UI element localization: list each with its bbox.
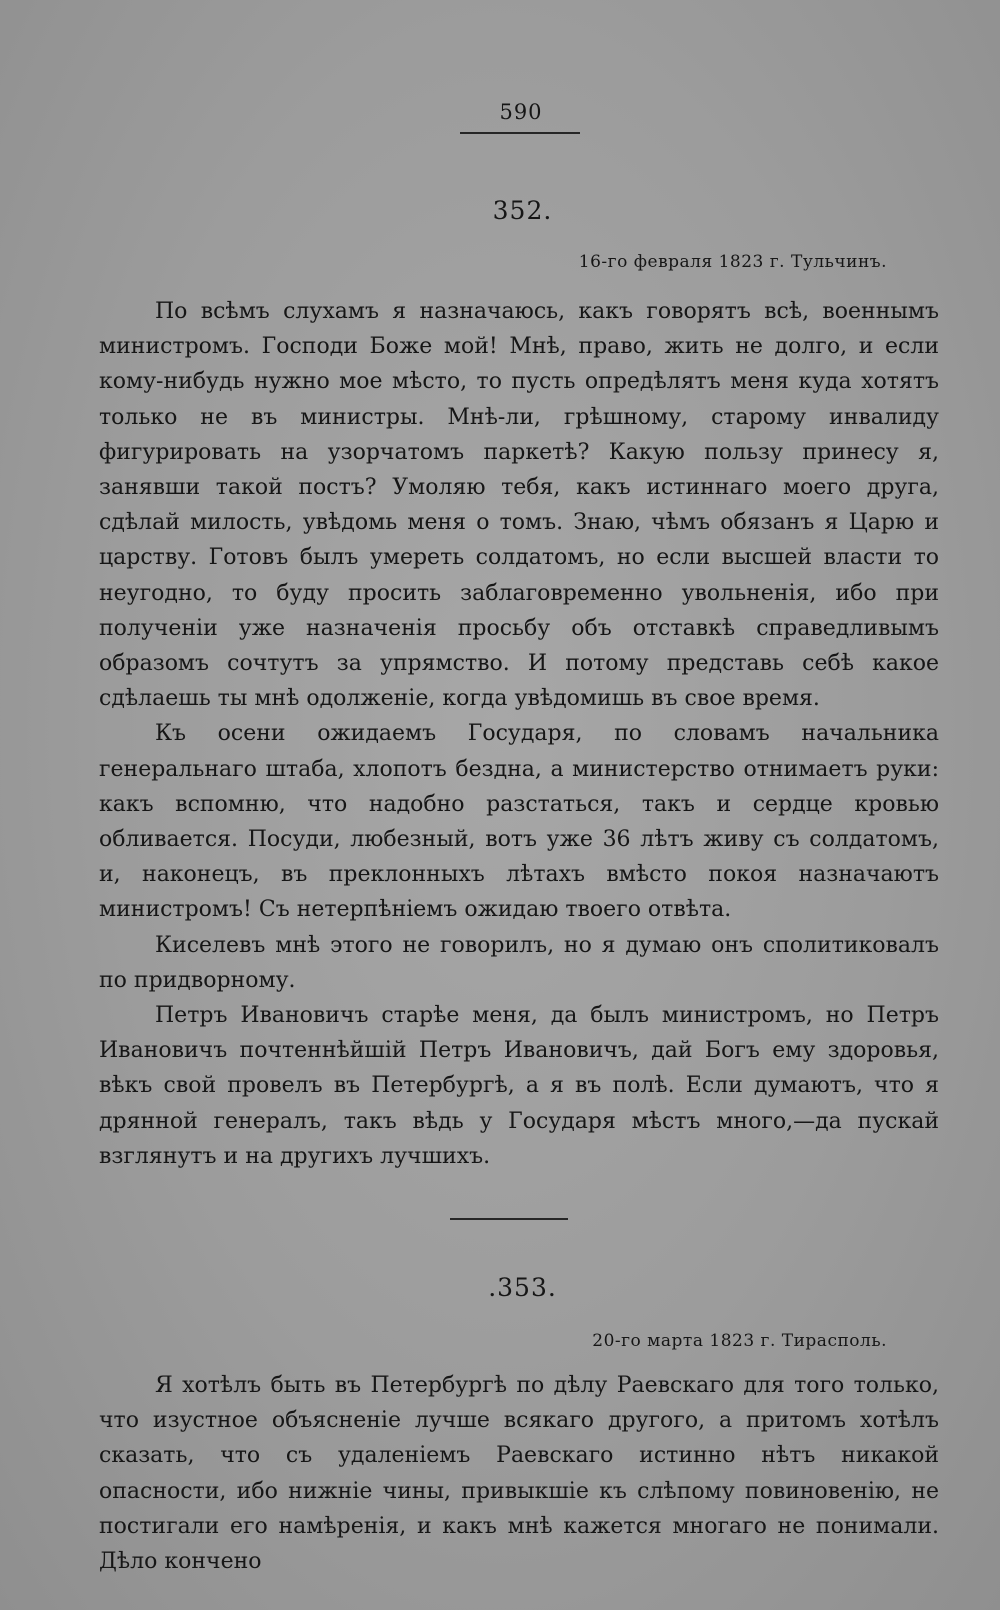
letter-body xyxy=(99,294,939,1174)
letter-number: .353. xyxy=(488,1273,557,1302)
letter-dateline: 20-го марта 1823 г. Тирасполь. xyxy=(592,1331,887,1351)
header-rule xyxy=(460,132,580,134)
paragraph: Киселевъ мнѣ этого не говорилъ, но я думаю онъ сполитиковалъ по придворному. xyxy=(99,932,939,993)
paragraph: Я хотѣлъ быть въ Петербургѣ по дѣлу Раевскаго для того только, что изустное объясненіе лучше всякаго другого, а притомъ хотѣлъ сказать, что съ удаленіемъ Раевскаго истинно нѣтъ никакой опасности, ибо нижніе чины, привыкшіе къ слѣпому повиновенію, не постигали его намѣренія, и какъ мнѣ кажется многаго не понимали. Дѣло кончено xyxy=(99,1373,939,1575)
paragraph: Петръ Ивановичъ старѣе меня, да былъ министромъ, но Петръ Ивановичъ почтеннѣйшій Петръ Ивановичъ, дай Богъ ему здоровья, вѣкъ свой провелъ въ Петербургѣ, а я въ полѣ. Если думаютъ, что я дрянной генералъ, такъ вѣдь у Государя мѣстъ много,—да пускай взглянутъ и на другихъ лучшихъ. xyxy=(99,1003,939,1169)
letter-body xyxy=(99,1368,939,1579)
paragraph: Къ осени ожидаемъ Государя, по словамъ начальника генеральнаго штаба, хлопотъ бездна, а министерство отнимаетъ руки: какъ вспомню, что надобно разстаться, такъ и сердце кровью обливается. Посуди, любезный, вотъ уже 36 лѣтъ живу съ солдатомъ, и, наконецъ, въ преклонныхъ лѣтахъ вмѣсто покоя назначаютъ министромъ! Съ нетерпѣніемъ ожидаю твоего отвѣта. xyxy=(99,721,939,923)
section-divider xyxy=(450,1218,568,1220)
page-number: 590 xyxy=(499,100,543,124)
paragraph: По всѣмъ слухамъ я назначаюсь, какъ говорятъ всѣ, военнымъ министромъ. Господи Боже мой! Мнѣ, право, жить не долго, и если кому-нибудь нужно мое мѣсто, то пусть опредѣлятъ меня куда хотятъ только не въ министры. Мнѣ-ли, грѣшному, старому инвалиду фигурировать на узорчатомъ паркетѣ? Какую пользу принесу я, занявши такой постъ? Умоляю тебя, какъ истиннаго моего друга, сдѣлай милость, увѣдомь меня о томъ. Знаю, чѣмъ обязанъ я Царю и царству. Готовъ былъ умереть солдатомъ, но если высшей власти то неугодно, то буду просить заблаговременно увольненія, ибо при полученіи уже назначенія просьбу объ отставкѣ справедливымъ образомъ сочтутъ за упрямство. И потому представь себѣ какое сдѣлаешь ты мнѣ одолженіе, когда увѣдомишь въ свое время. xyxy=(99,299,939,712)
letter-number: 352. xyxy=(492,196,553,225)
letter-dateline: 16-го февраля 1823 г. Тульчинъ. xyxy=(578,252,887,272)
